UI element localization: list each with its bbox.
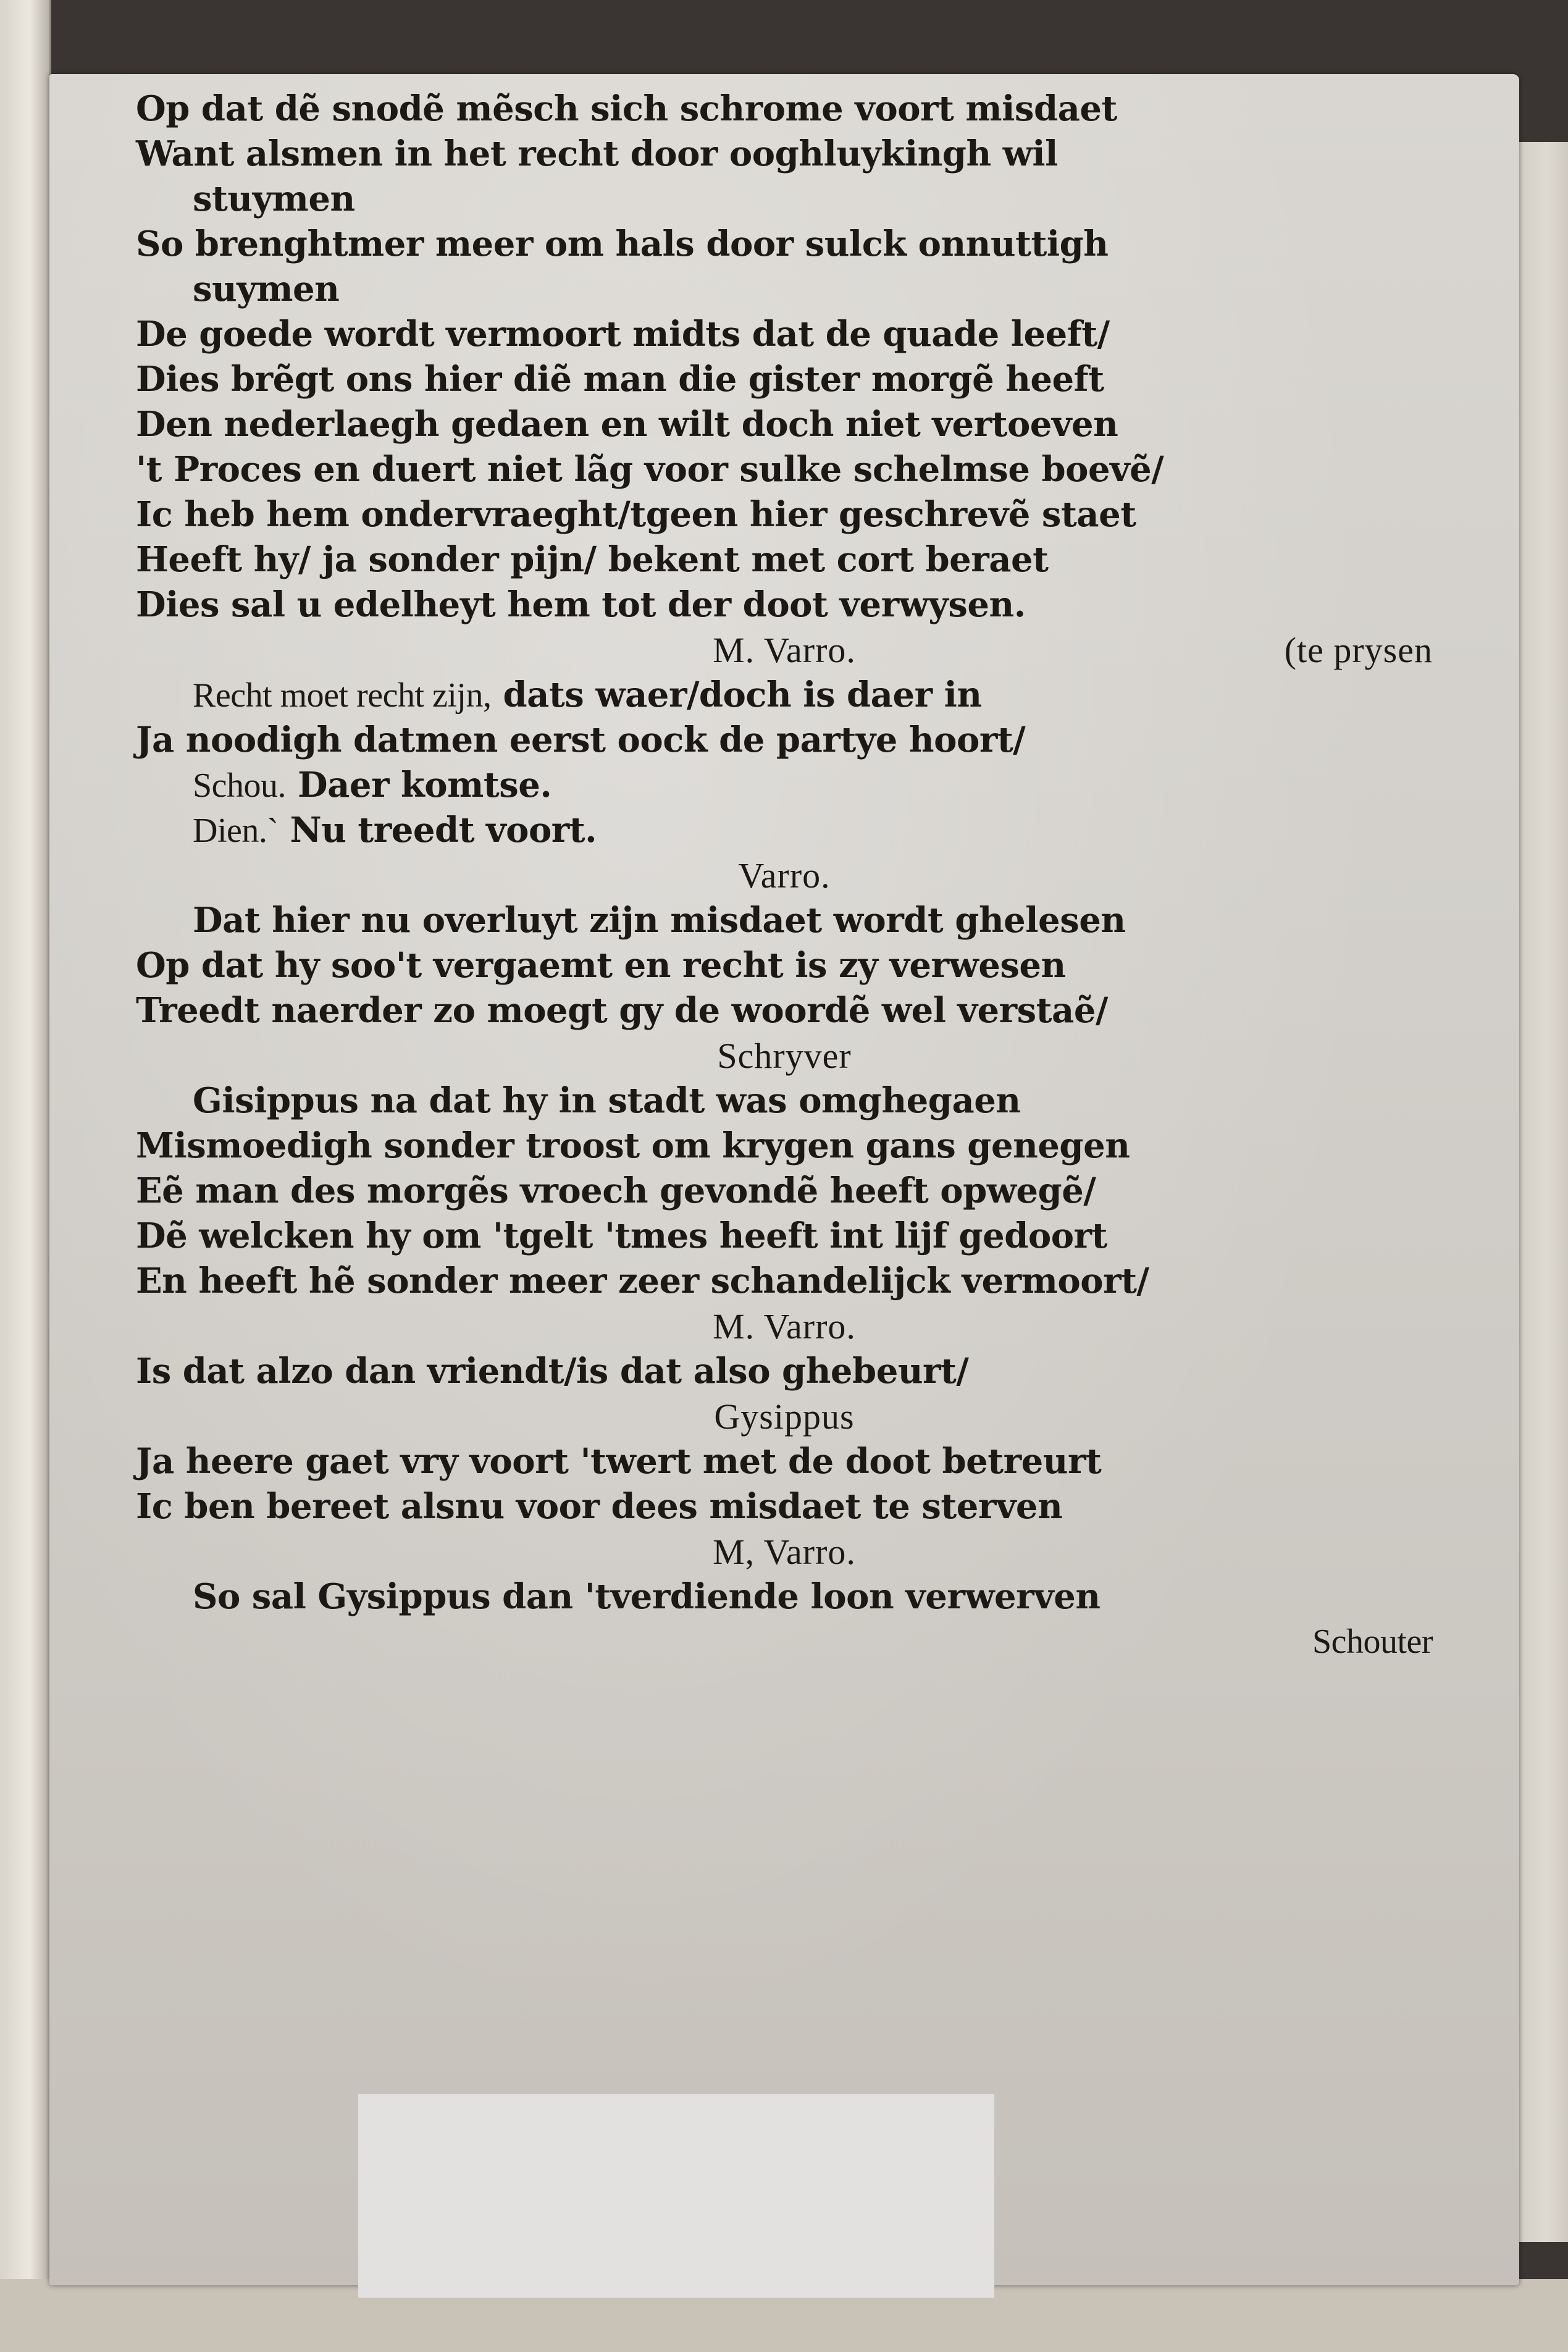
dialogue-line bbox=[136, 763, 1433, 808]
speaker-label: Dien.` bbox=[193, 812, 279, 850]
speaker-label: Schou. bbox=[193, 766, 286, 805]
text-line: Mismoedigh sonder troost om krygen gans genegen bbox=[136, 1125, 1130, 1166]
text-line: Eẽ man des morgẽs vroech gevondẽ heeft opwegẽ/ bbox=[136, 1170, 1096, 1211]
line-continuation: (te prysen bbox=[1284, 630, 1433, 670]
speaker-heading: M. Varro. bbox=[713, 1306, 856, 1346]
text-line: Ic heb hem ondervraeght/tgeen hier geschrevẽ staet bbox=[136, 494, 1136, 535]
text-line: So sal Gysippus dan 'tverdiende loon verwerven bbox=[193, 1576, 1101, 1617]
text-line: Op dat hy soo't vergaemt en recht is zy verwesen bbox=[136, 945, 1066, 986]
speaker-heading: Schryver bbox=[717, 1036, 852, 1076]
text-line: Is dat alzo dan vriendt/is dat also ghebeurt/ bbox=[136, 1351, 969, 1392]
text-line: Ja noodigh datmen eerst oock de partye hoort/ bbox=[136, 720, 1026, 760]
text-line: Dẽ welcken hy om 'tgelt 'tmes heeft int lijf gedoort bbox=[136, 1216, 1107, 1256]
roman-text: Recht moet recht zijn, bbox=[193, 676, 492, 715]
dialogue-text: Nu treedt voort. bbox=[290, 810, 597, 850]
text-line: Den nederlaegh gedaen en wilt doch niet vertoeven bbox=[136, 404, 1118, 445]
text-line: Dies sal u edelheyt hem tot der doot verwysen. bbox=[136, 584, 1026, 625]
text-line: stuymen bbox=[193, 178, 355, 219]
text-line: De goede wordt vermoort midts dat de quade leeft/ bbox=[136, 314, 1110, 355]
text-line: Ja heere gaet vry voort 'twert met de doot betreurt bbox=[136, 1441, 1102, 1482]
text-line: Dies brẽgt ons hier diẽ man die gister morgẽ heeft bbox=[136, 359, 1104, 400]
speaker-heading: M, Varro. bbox=[713, 1532, 856, 1572]
catchword: Schouter bbox=[1312, 1623, 1433, 1661]
page-text bbox=[136, 86, 1433, 1665]
text-line: suymen bbox=[193, 269, 340, 309]
text-line: Ic ben bereet alsnu voor dees misdaet te sterven bbox=[136, 1486, 1063, 1527]
text-line: Heeft hy/ ja sonder pijn/ bekent met cort beraet bbox=[136, 539, 1049, 580]
text-line: 't Proces en duert niet lãg voor sulke schelmse boevẽ/ bbox=[136, 449, 1164, 490]
blackletter-text: dats waer/doch is daer in bbox=[503, 674, 982, 715]
catchword-line bbox=[136, 1619, 1433, 1665]
dialogue-line bbox=[136, 808, 1433, 853]
left-page-edge bbox=[0, 0, 51, 2298]
text-line: Gisippus na dat hy in stadt was omghegaen bbox=[193, 1080, 1021, 1121]
speaker-heading bbox=[136, 628, 1433, 673]
book-page bbox=[49, 74, 1519, 2285]
text-line: Op dat dẽ snodẽ mẽsch sich schrome voort misdaet bbox=[136, 88, 1117, 129]
text-line: So brenghtmer meer om hals door sulck onnuttigh bbox=[136, 224, 1109, 264]
dialogue-text: Daer komtse. bbox=[298, 765, 552, 805]
speaker-heading: Varro. bbox=[738, 855, 831, 896]
text-line: Dat hier nu overluyt zijn misdaet wordt ghelesen bbox=[193, 900, 1126, 941]
redaction-patch bbox=[358, 2094, 994, 2298]
text-line bbox=[136, 673, 1433, 718]
speaker-heading: Gysippus bbox=[714, 1396, 855, 1437]
text-line: Treedt naerder zo moegt gy de woordẽ wel verstaẽ/ bbox=[136, 990, 1108, 1031]
text-line: Want alsmen in het recht door ooghluykingh wil bbox=[136, 133, 1058, 174]
speaker-name: M. Varro. bbox=[713, 630, 856, 670]
text-line: En heeft hẽ sonder meer zeer schandelijck vermoort/ bbox=[136, 1261, 1149, 1301]
